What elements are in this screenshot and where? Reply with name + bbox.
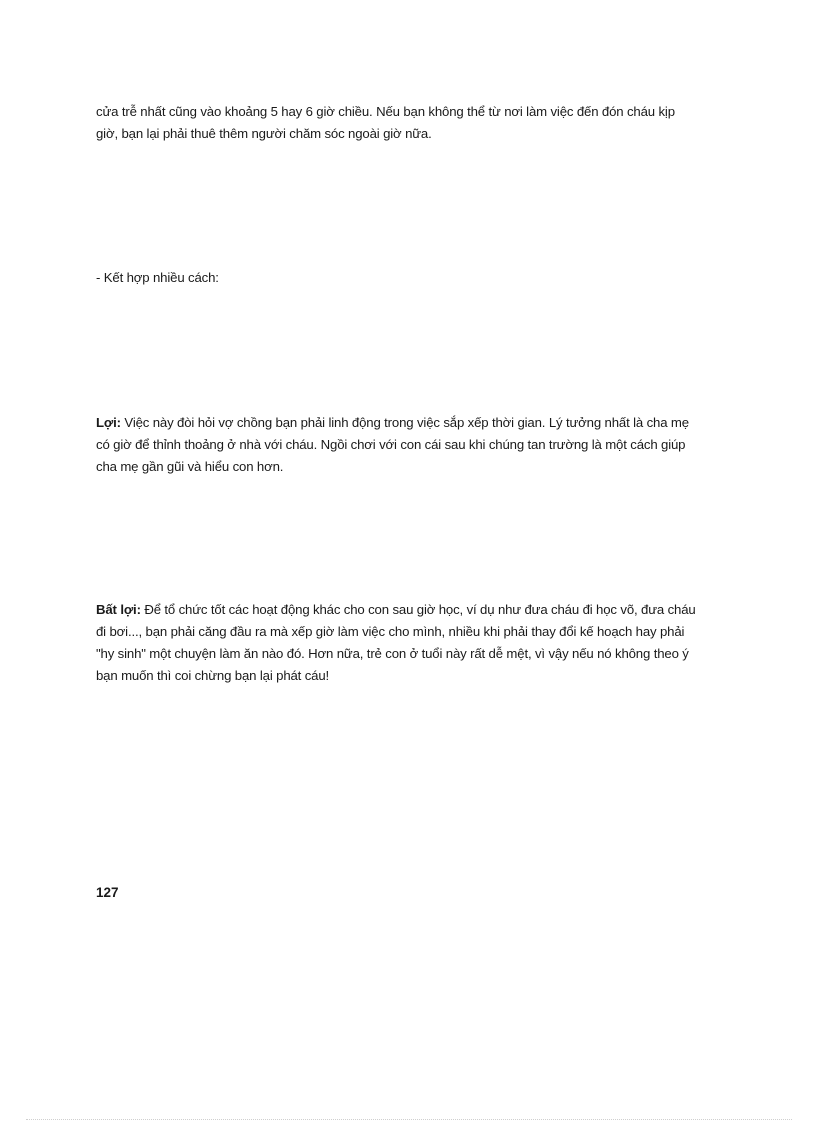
text-line: "hy sinh" một chuyện làm ăn nào đó. Hơn nữa, trẻ con ở tuổi này rất dễ mệt, vì vậy nếu nó không theo ý (96, 646, 689, 661)
text-line (96, 412, 726, 434)
disadvantage-label: Bất lợi: (96, 602, 141, 617)
paragraph-disadvantage (96, 599, 726, 687)
text-line (96, 599, 726, 621)
section-heading-combine (96, 267, 726, 289)
page-number: 127 (96, 885, 119, 900)
text-line: cửa trễ nhất cũng vào khoảng 5 hay 6 giờ chiều. Nếu bạn không thể từ nơi làm việc đến đón cháu kịp (96, 104, 675, 119)
paragraph-childcare-pickup (96, 101, 726, 145)
advantage-text: Việc này đòi hỏi vợ chồng bạn phải linh động trong việc sắp xếp thời gian. Lý tưởng nhất là cha mẹ (124, 415, 689, 430)
advantage-label: Lợi: (96, 415, 121, 430)
text-line: giờ, bạn lại phải thuê thêm người chăm sóc ngoài giờ nữa. (96, 126, 432, 141)
text-line: bạn muốn thì coi chừng bạn lại phát cáu! (96, 668, 330, 683)
paragraph-advantage (96, 412, 726, 478)
disadvantage-text: Để tổ chức tốt các hoạt động khác cho con sau giờ học, ví dụ như đưa cháu đi học võ, đưa cháu (144, 602, 696, 617)
heading-text: - Kết hợp nhiều cách: (96, 270, 219, 285)
text-line: có giờ để thỉnh thoảng ở nhà với cháu. Ngồi chơi với con cái sau khi chúng tan trường là một cách giúp (96, 437, 686, 452)
text-line: đi bơi..., bạn phải căng đầu ra mà xếp giờ làm việc cho mình, nhiều khi phải thay đổi kế hoạch hay phải (96, 624, 685, 639)
text-line: cha mẹ gần gũi và hiểu con hơn. (96, 459, 284, 474)
page-bottom-divider (26, 1119, 792, 1120)
